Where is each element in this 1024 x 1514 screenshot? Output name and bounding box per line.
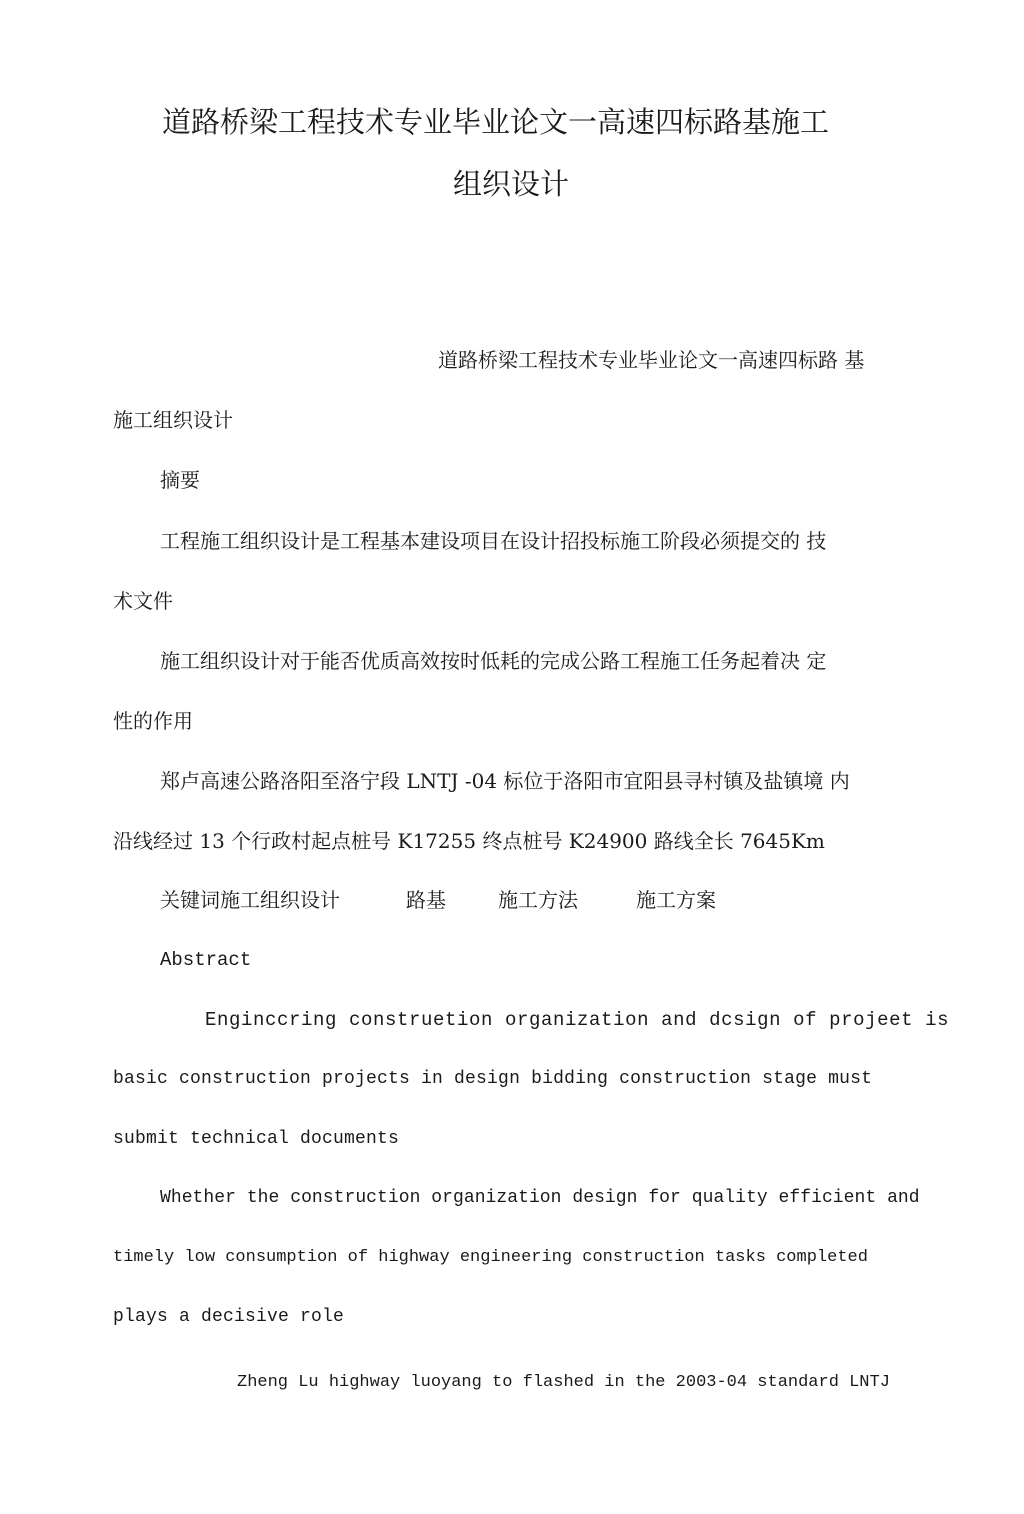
- abstract-cn-heading: 摘要: [160, 468, 200, 492]
- document-title-line-2: 组织设计: [453, 167, 570, 201]
- abstract-en-p2-line-1: Whether the construction organization design for quality efficient and: [160, 1188, 920, 1208]
- keyword-item: 路基: [406, 888, 446, 912]
- abstract-cn-p3-line-2: 沿线经过 13 个行政村起点桩号 K17255 终点桩号 K24900 路线全长 7645Km: [113, 829, 825, 853]
- keyword-item: 施工方法: [498, 888, 578, 912]
- abstract-cn-p1-line-1: 工程施工组织设计是工程基本建设项目在设计招投标施工阶段必须提交的 技: [160, 529, 827, 553]
- abstract-en-p2-line-3: plays a decisive role: [113, 1307, 345, 1327]
- abstract-cn-p1-line-2: 术文件: [113, 589, 173, 613]
- document-title-line-1: 道路桥梁工程技术专业毕业论文一高速四标路基施工: [162, 105, 830, 139]
- subtitle-line-2: 施工组织设计: [113, 408, 233, 432]
- abstract-en-heading: Abstract: [160, 949, 252, 971]
- abstract-en-p1-line-2: basic construction projects in design bidding construction stage must: [113, 1069, 873, 1089]
- abstract-cn-p2-line-2: 性的作用: [113, 709, 193, 733]
- subtitle-line-1: 道路桥梁工程技术专业毕业论文一高速四标路 基: [438, 348, 865, 372]
- abstract-en-p1-line-3: submit technical documents: [113, 1129, 400, 1149]
- abstract-en-p1-line-1: Enginccring construetion organization and dcsign of projeet is: [205, 1009, 950, 1031]
- abstract-cn-p2-line-1: 施工组织设计对于能否优质高效按时低耗的完成公路工程施工任务起着决 定: [160, 649, 827, 673]
- keyword-item: 施工方案: [636, 888, 716, 912]
- abstract-en-p2-line-2: timely low consumption of highway engineering construction tasks completed: [113, 1248, 868, 1267]
- keywords-label: 关键词施工组织设计: [160, 888, 340, 912]
- abstract-cn-p3-line-1: 郑卢高速公路洛阳至洛宁段 LNTJ -04 标位于洛阳市宜阳县寻村镇及盐镇境 内: [160, 769, 850, 793]
- abstract-en-p3-line-1: Zheng Lu highway luoyang to flashed in the 2003-04 standard LNTJ: [237, 1373, 890, 1392]
